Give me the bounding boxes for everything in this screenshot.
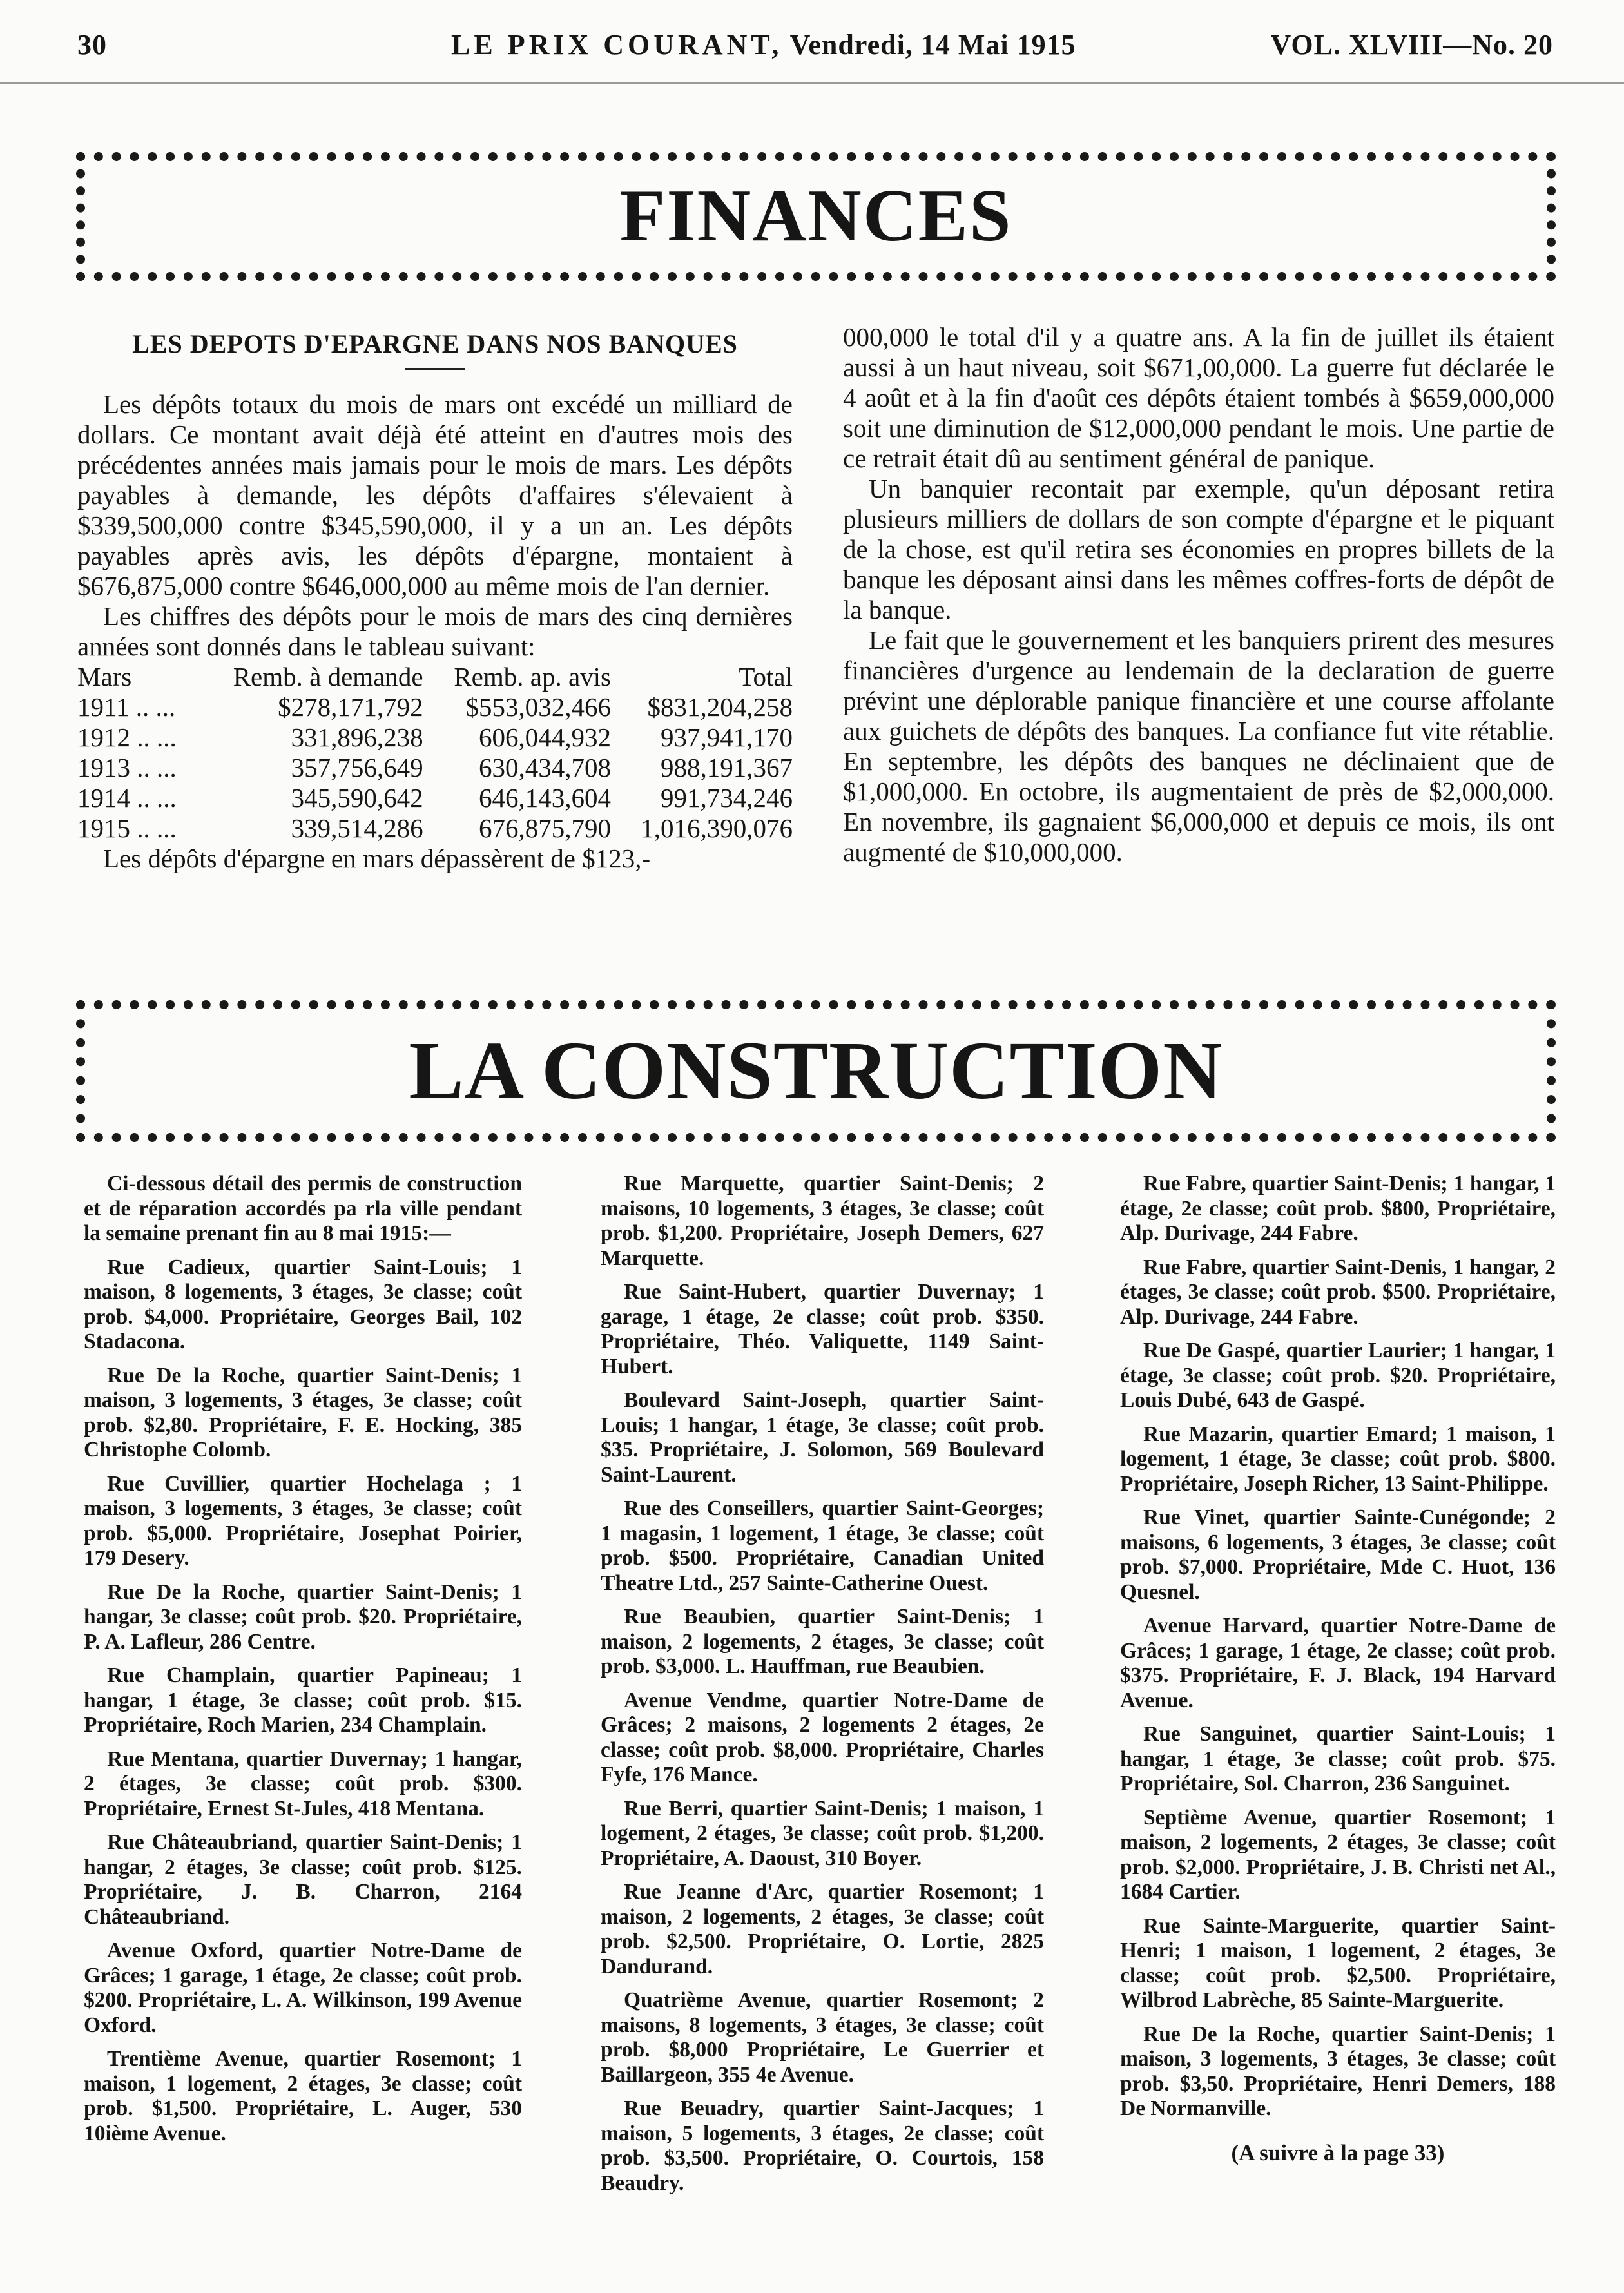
permit-entry: Rue Marquette, quartier Saint-Denis; 2 maisons, 10 logements, 3 étages, 3e classe; coût prob. $1,200. Propriétaire, Joseph Demers, 627 Marquette.: [601, 1172, 1044, 1270]
headline-rule: [405, 368, 465, 370]
permit-entry: Rue Beuadry, quartier Saint-Jacques; 1 maison, 5 logements, 3 étages, 2e classe; coût prob. $3,500. Propriétaire, O. Courtois, 158 Beaudry.: [601, 2096, 1044, 2195]
permit-entry: Avenue Vendme, quartier Notre-Dame de Grâces; 2 maisons, 2 logements 2 étages, 2e classe; coût prob. $8,000. Propriétaire, Charles Fyfe, 176 Mance.: [601, 1688, 1044, 1786]
permit-entry: Rue De la Roche, quartier Saint-Denis; 1 maison, 3 logements, 3 étages, 3e classe; coût prob. $3,50. Propriétaire, Henri Demers, 188 De Normanville.: [1120, 2022, 1556, 2120]
table-cell: 1,016,390,076: [641, 813, 793, 843]
table-cell: 345,590,642: [291, 783, 423, 813]
construction-banner: LA CONSTRUCTION: [76, 1000, 1556, 1142]
table-cell: 988,191,367: [661, 753, 793, 782]
paragraph: 000,000 le total d'il y a quatre ans. A la fin de juillet ils étaient aussi à un haut niveau, soit $671,00,000. La guerre fut déclarée le 4 août et à la fin d'août ces dépôts étaient tombés à $659,000,000 soit une diminution de $12,000,000 pendant le mois. Une partie de ce retrait était dû au sentiment général de panique.: [843, 322, 1554, 473]
table-cell: 937,941,170: [661, 722, 793, 752]
table-cell: 357,756,649: [291, 753, 423, 782]
construction-column-1: [84, 1172, 522, 2155]
publication-title: LE PRIX COURANT,: [451, 29, 783, 61]
permit-entry: Rue Champlain, quartier Papineau; 1 hangar, 1 étage, 3e classe; coût prob. $15. Propriétaire, Roch Marien, 234 Champlain.: [84, 1663, 522, 1737]
table-cell: $278,171,792: [278, 692, 423, 722]
table-header: Total: [739, 662, 793, 692]
page-header: [77, 28, 1553, 67]
table-cell: 1912 .. ...: [77, 722, 177, 752]
table-cell: 646,143,604: [479, 783, 612, 813]
table-header-row: [77, 662, 793, 692]
table-row: [77, 783, 793, 813]
permit-entry: Rue Saint-Hubert, quartier Duvernay; 1 garage, 1 étage, 2e classe; coût prob. $350. Propriétaire, Théo. Valiquette, 1149 Saint-Hubert.: [601, 1280, 1044, 1379]
permit-entry: Rue Fabre, quartier Saint-Denis, 1 hangar, 2 étages, 3e classe; coût prob. $500. Propriétaire, Alp. Durivage, 244 Fabre.: [1120, 1255, 1556, 1329]
permit-entry: Rue des Conseillers, quartier Saint-Georges; 1 magasin, 1 logement, 1 étage, 3e classe; coût prob. $500. Propriétaire, Canadian United Theatre Ltd., 257 Sainte-Catherine Ouest.: [601, 1496, 1044, 1595]
table-cell: $553,032,466: [465, 692, 612, 722]
table-cell: 630,434,708: [479, 753, 612, 782]
permit-entry: Trentième Avenue, quartier Rosemont; 1 maison, 1 logement, 2 étages, 3e classe; coût prob. $1,500. Propriétaire, L. Auger, 530 10ième Avenue.: [84, 2047, 522, 2145]
paragraph: Les dépôts d'épargne en mars dépassèrent de $123,-: [103, 844, 651, 873]
finances-right-column: [843, 322, 1554, 867]
table-row: [77, 722, 793, 753]
table-row: [77, 692, 793, 722]
table-cell: 339,514,286: [291, 813, 423, 843]
permit-entry: Ci-dessous détail des permis de construction et de réparation accordés pa rla ville pendant la semaine prenant fin au 8 mai 1915:—: [84, 1172, 522, 1245]
deposits-table: [77, 662, 793, 844]
permit-entry: Rue Châteaubriand, quartier Saint-Denis; 1 hangar, 2 étages, 3e classe; coût prob. $125. Propriétaire, J. B. Charron, 2164 Châteaubriand.: [84, 1830, 522, 1929]
paragraph: Les dépôts totaux du mois de mars ont excédé un milliard de dollars. Ce montant avait déjà été atteint en d'autres mois des précédentes années mais jamais pour le mois de mars. Les dépôts payables à demande, les dépôts d'affaires s'élevaient à $339,500,000 contre $345,590,000, il y a un an. Les dépôts payables après avis, les dépôts d'épargne, montaient à $676,875,000 contre $646,000,000 au même mois de l'an dernier.: [77, 389, 793, 601]
table-cell: 1911 .. ...: [77, 692, 176, 722]
permit-entry: Avenue Oxford, quartier Notre-Dame de Grâces; 1 garage, 1 étage, 2e classe; coût prob. $200. Propriétaire, L. A. Wilkinson, 199 Avenue Oxford.: [84, 1939, 522, 2037]
table-header: Remb. à demande: [233, 662, 423, 692]
permit-entry: Rue Mazarin, quartier Emard; 1 maison, 1 logement, 1 étage, 3e classe; coût prob. $800. Propriétaire, Joseph Richer, 13 Saint-Philippe.: [1120, 1422, 1556, 1496]
table-cell: 1915 .. ...: [77, 813, 177, 843]
continued-notice: (A suivre à la page 33): [1231, 2140, 1445, 2165]
construction-column-2: [601, 1172, 1044, 2205]
table-cell: 1914 .. ...: [77, 783, 177, 813]
permit-entry: Rue De la Roche, quartier Saint-Denis; 1 hangar, 3e classe; coût prob. $20. Propriétaire, P. A. Lafleur, 286 Centre.: [84, 1580, 522, 1654]
paragraph: Les chiffres des dépôts pour le mois de mars des cinq dernières années sont donnés dans le tableau suivant:: [77, 601, 793, 661]
table-cell: 606,044,932: [479, 722, 612, 752]
permit-entry: Quatrième Avenue, quartier Rosemont; 2 maisons, 8 logements, 3 étages, 3e classe; coût prob. $8,000 Propriétaire, Le Guerrier et Baillargeon, 355 4e Avenue.: [601, 1988, 1044, 2087]
permit-entry: Septième Avenue, quartier Rosemont; 1 maison, 2 logements, 2 étages, 3e classe; coût prob. $2,000. Propriétaire, J. B. Christi net Al., 1684 Cartier.: [1120, 1805, 1556, 1904]
permit-entry: Rue Sanguinet, quartier Saint-Louis; 1 hangar, 1 étage, 3e classe; coût prob. $75. Propriétaire, Sol. Charron, 236 Sanguinet.: [1120, 1722, 1556, 1795]
page-number: 30: [77, 29, 107, 61]
paragraph: Un banquier recontait par exemple, qu'un déposant retira plusieurs milliers de dollars de son compte d'épargne et le piquant de la chose, est qu'il retira ses économies en propres billets de la banque les déposant ainsi dans les mêmes coffres-forts de dépôt de la banque.: [843, 474, 1554, 624]
permit-entry: Rue De la Roche, quartier Saint-Denis; 1 maison, 3 logements, 3 étages, 3e classe; coût prob. $2,80. Propriétaire, F. E. Hocking, 385 Christophe Colomb.: [84, 1363, 522, 1462]
table-row: [77, 753, 793, 783]
permit-entry: Rue Fabre, quartier Saint-Denis; 1 hangar, 1 étage, 2e classe; coût prob. $800, Propriétaire, Alp. Durivage, 244 Fabre.: [1120, 1172, 1556, 1245]
table-cell: 676,875,790: [479, 813, 612, 843]
permit-entry: Rue Cadieux, quartier Saint-Louis; 1 maison, 8 logements, 3 étages, 3e classe; coût prob. $4,000. Propriétaire, Georges Bail, 102 Stadacona.: [84, 1255, 522, 1353]
table-header: Remb. ap. avis: [454, 662, 612, 692]
volume-number: VOL. XLVIII—No. 20: [1270, 29, 1553, 61]
permit-entry: Rue Jeanne d'Arc, quartier Rosemont; 1 maison, 2 logements, 2 étages, 3e classe; coût prob. $2,500. Propriétaire, O. Lortie, 2825 Dandurand.: [601, 1880, 1044, 1979]
table-cell: 1913 .. ...: [77, 753, 177, 782]
table-cell: 991,734,246: [661, 783, 793, 813]
header-rule: [0, 82, 1624, 84]
construction-column-3: [1120, 1172, 1556, 2165]
publication-line: [451, 28, 1076, 61]
permit-entry: Rue Beaubien, quartier Saint-Denis; 1 maison, 2 logements, 2 étages, 3e classe; coût prob. $3,000. L. Hauffman, rue Beaubien.: [601, 1605, 1044, 1678]
permit-entry: Rue Mentana, quartier Duvernay; 1 hangar, 2 étages, 3e classe; coût prob. $300. Propriétaire, Ernest St-Jules, 418 Mentana.: [84, 1746, 522, 1821]
table-row: [77, 813, 793, 844]
permit-entry: Rue Cuvillier, quartier Hochelaga ; 1 maison, 3 logements, 3 étages, 3e classe; coût prob. $5,000. Propriétaire, Josephat Poirier, 179 Desery.: [84, 1471, 522, 1570]
paragraph: Le fait que le gouvernement et les banquiers prirent des mesures financières d'urgence au lendemain de la declaration de guerre prévint une déplorable panique financière et une course affolante aux guichets de dépôts des banques. La confiance fut vite rétablie. En septembre, les dépôts des banques ne déclinaient que de $1,000,000. En octobre, ils augmentaient de près de $2,000,000. En novembre, ils gagnaient $6,000,000 et depuis ce mois, ils ont augmenté de $10,000,000.: [843, 625, 1554, 867]
table-cell: 331,896,238: [291, 722, 423, 752]
permit-entry: Rue Vinet, quartier Sainte-Cunégonde; 2 maisons, 6 logements, 3 étages, 3e classe; coût prob. $7,000. Propriétaire, Mde C. Huot, 136 Quesnel.: [1120, 1505, 1556, 1604]
permit-entry: Rue Berri, quartier Saint-Denis; 1 maison, 1 logement, 2 étages, 3e classe; coût prob. $1,200. Propriétaire, A. Daoust, 310 Boyer.: [601, 1796, 1044, 1870]
finances-banner: FINANCES: [76, 152, 1556, 281]
article-headline: LES DEPOTS D'EPARGNE DANS NOS BANQUES: [132, 329, 738, 358]
permit-entry: Rue Sainte-Marguerite, quartier Saint-Henri; 1 maison, 1 logement, 2 étages, 3e classe; coût prob. $2,500. Propriétaire, Wilbrod Labrèche, 85 Sainte-Marguerite.: [1120, 1913, 1556, 2012]
permit-entry: Boulevard Saint-Joseph, quartier Saint-Louis; 1 hangar, 1 étage, 3e classe; coût prob. $35. Propriétaire, J. Solomon, 569 Boulevard Saint-Laurent.: [601, 1388, 1044, 1487]
issue-date: Vendredi, 14 Mai 1915: [789, 29, 1076, 61]
table-cell: $831,204,258: [647, 692, 793, 722]
finances-left-column: [77, 322, 793, 874]
permit-entry: Rue De Gaspé, quartier Laurier; 1 hangar, 1 étage, 3e classe; coût prob. $20. Propriétaire, Louis Dubé, 643 de Gaspé.: [1120, 1339, 1556, 1412]
table-header: Mars: [77, 662, 132, 692]
permit-entry: Avenue Harvard, quartier Notre-Dame de Grâces; 1 garage, 1 étage, 2e classe; coût prob. $375. Propriétaire, F. J. Black, 194 Harvard Avenue.: [1120, 1614, 1556, 1712]
